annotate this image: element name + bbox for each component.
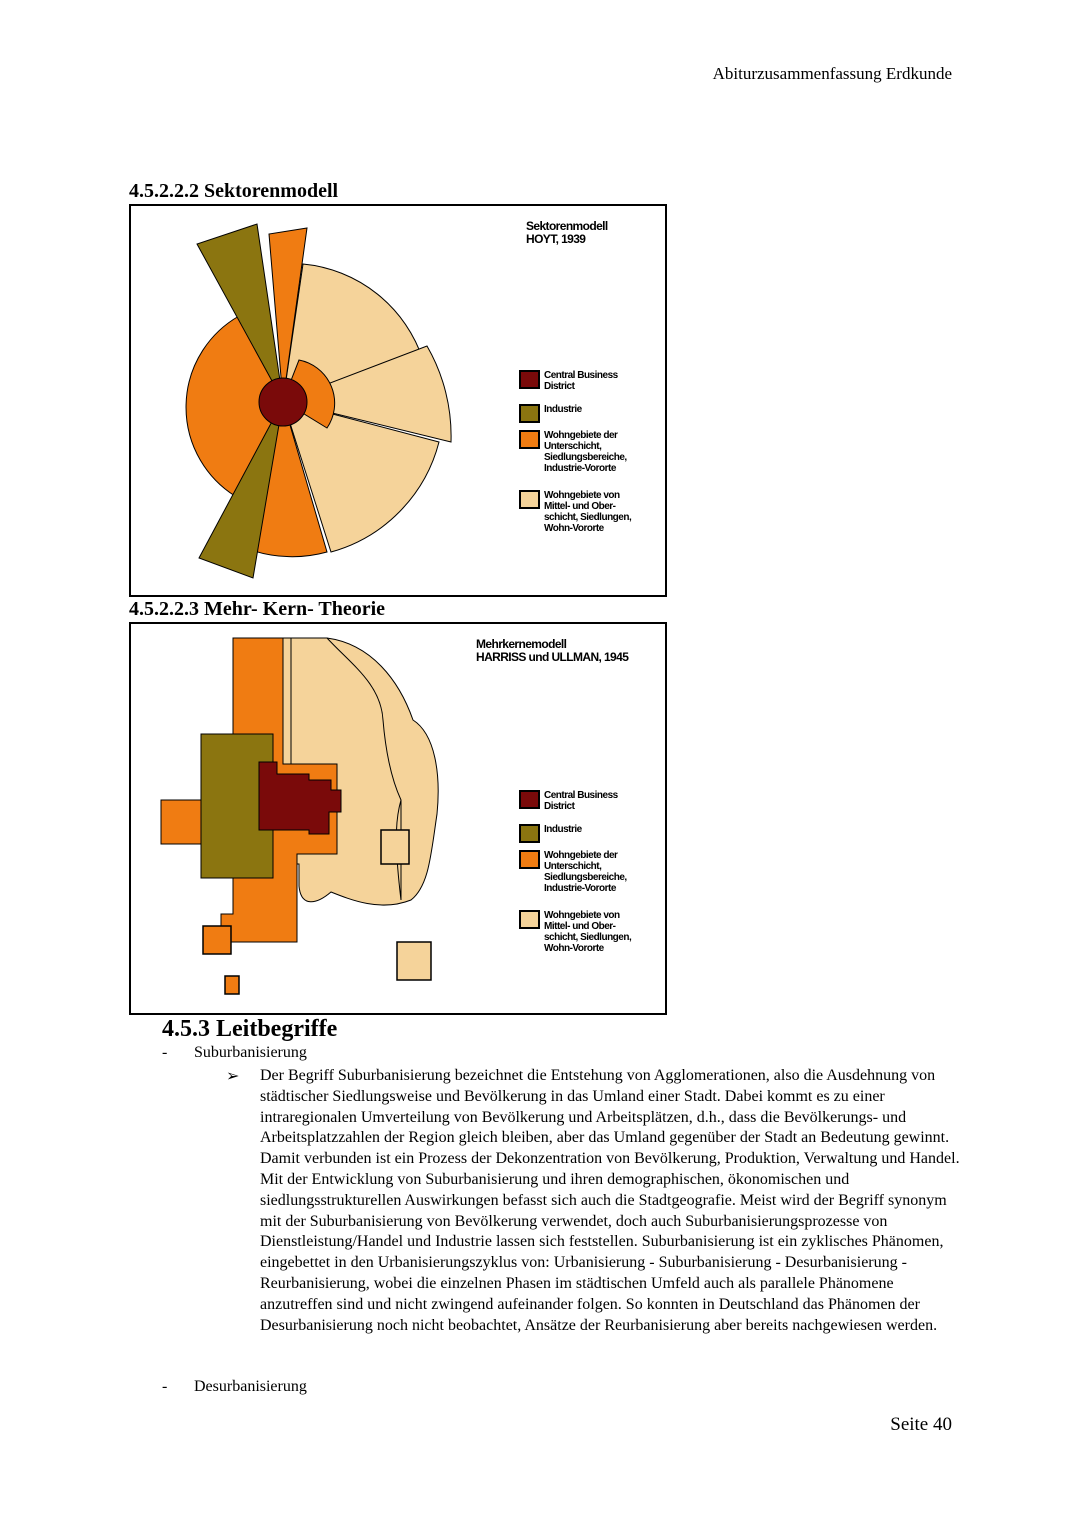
legend-item-unterschicht (519, 430, 656, 474)
arrow-bullet-icon: ➢ (226, 1068, 240, 1085)
definition-paragraph: Der Begriff Suburbanisierung bezeichnet die Entstehung von Agglomerationen, also die Ausdehnung von städtischer Siedlungsweise und Bevölkerung in das Umland einer Stadt. Dabei kommt es zu einer intraregionalen Umverteilung von Bevölkerung und Arbeitsplätzen, d.h., dass die Bevölkerungs- und Arbeitsplatzzahlen der Region gleich bleiben, aber das Umland gegenüber der Stadt an Bedeutung gewinnt. Damit verbunden ist ein Prozess der Dekonzentration von Bevölkerung, Produktion, Verwaltung und Handel. Mit der Entwicklung von Suburbanisierung und ihren demographischen, ökonomischen und siedlungsstrukturellen Auswirkungen befasst sich auch die Stadtgeografie. Meist wird der Begriff synonym mit der Suburbanisierung von Bevölkerung verwendet, doch auch Suburbanisierungsprozesse von Dienstleistung/Handel und Industrie lassen sich feststellen. Suburbanisierung ist ein zyklisches Phänomen, eingebettet in den Urbanisierungszyklus von: Urbanisierung - Suburbanisierung - Desurbanisierung - Reurbanisierung, wobei die einzelnen Phasen im städtischen Umfeld auch als parallele Phänomene anzutreffen sind und nicht zwingend aufeinander folgen. So konnten in Deutschland das Phänomen der Desurbanisierung noch nicht beobachtet, Ansätze der Reurbanisierung aber bereits nachgewiesen werden. (260, 1067, 960, 1334)
figure-title-mehrkern (476, 638, 628, 664)
legend-item-industrie (519, 404, 656, 423)
legend-label-unterschicht: Wohngebiete der Unterschicht, Siedlungsbereiche, Industrie-Vororte (544, 850, 627, 894)
heading-sektorenmodell: 4.5.2.2.2 Sektorenmodell (129, 180, 339, 202)
zone-unterschicht-small-1 (203, 926, 231, 954)
legend-swatch-unterschicht (519, 430, 540, 449)
legend-label-industrie: Industrie (544, 824, 582, 835)
cbd-core (259, 378, 307, 426)
figure-title-line2: HOYT, 1939 (526, 232, 586, 246)
zone-unterschicht-small-2 (225, 976, 239, 994)
legend-label-industrie: Industrie (544, 404, 582, 415)
page-number: Seite 40 (890, 1414, 952, 1435)
zone-mittelschicht-strip (283, 638, 291, 764)
figure-mehrkernmodell (129, 622, 667, 1015)
figure-title-line1: Mehrkernemodell (476, 637, 567, 651)
list-dash: - (162, 1044, 168, 1061)
legend-swatch-mittelschicht (519, 490, 540, 509)
legend-label-mittelschicht: Wohngebiete von Mittel- und Ober- schicht, Siedlungen, Wohn-Vororte (544, 910, 632, 954)
legend-item-mittelschicht (519, 490, 656, 534)
legend-swatch-cbd (519, 370, 540, 389)
legend-swatch-unterschicht (519, 850, 540, 869)
legend-item-cbd (519, 790, 656, 812)
legend-label-cbd: Central Business District (544, 370, 618, 392)
running-header: Abiturzusammenfassung Erdkunde (712, 64, 952, 83)
mehrkern-diagram (131, 624, 665, 1013)
zone-mittelschicht-satellite-1 (381, 830, 409, 864)
legend-label-cbd: Central Business District (544, 790, 618, 812)
term-desurbanisierung (162, 1378, 307, 1396)
legend-swatch-industrie (519, 824, 540, 843)
legend-item-unterschicht (519, 850, 656, 894)
legend-item-cbd (519, 370, 656, 392)
zone-mittelschicht-satellite-2 (397, 942, 431, 980)
figure-sektorenmodell (129, 204, 667, 597)
legend-swatch-cbd (519, 790, 540, 809)
legend-swatch-industrie (519, 404, 540, 423)
term-label: Suburbanisierung (194, 1044, 307, 1061)
list-dash: - (162, 1378, 168, 1395)
figure-title-sektoren (526, 220, 608, 246)
legend-label-mittelschicht: Wohngebiete von Mittel- und Ober- schicht, Siedlungen, Wohn-Vororte (544, 490, 632, 534)
legend-swatch-mittelschicht (519, 910, 540, 929)
figure-title-line1: Sektorenmodell (526, 219, 608, 233)
heading-mehr-kern-theorie: 4.5.2.2.3 Mehr- Kern- Theorie (129, 598, 386, 620)
sektoren-diagram (131, 206, 665, 595)
heading-leitbegriffe: 4.5.3 Leitbegriffe (162, 1016, 338, 1042)
figure-title-line2: HARRISS und ULLMAN, 1945 (476, 650, 629, 664)
term-label: Desurbanisierung (194, 1378, 307, 1395)
legend-item-industrie (519, 824, 656, 843)
legend-label-unterschicht: Wohngebiete der Unterschicht, Siedlungsbereiche, Industrie-Vororte (544, 430, 627, 474)
legend-item-mittelschicht (519, 910, 656, 954)
zone-unterschicht-west (161, 800, 201, 844)
term-suburbanisierung (162, 1044, 307, 1062)
